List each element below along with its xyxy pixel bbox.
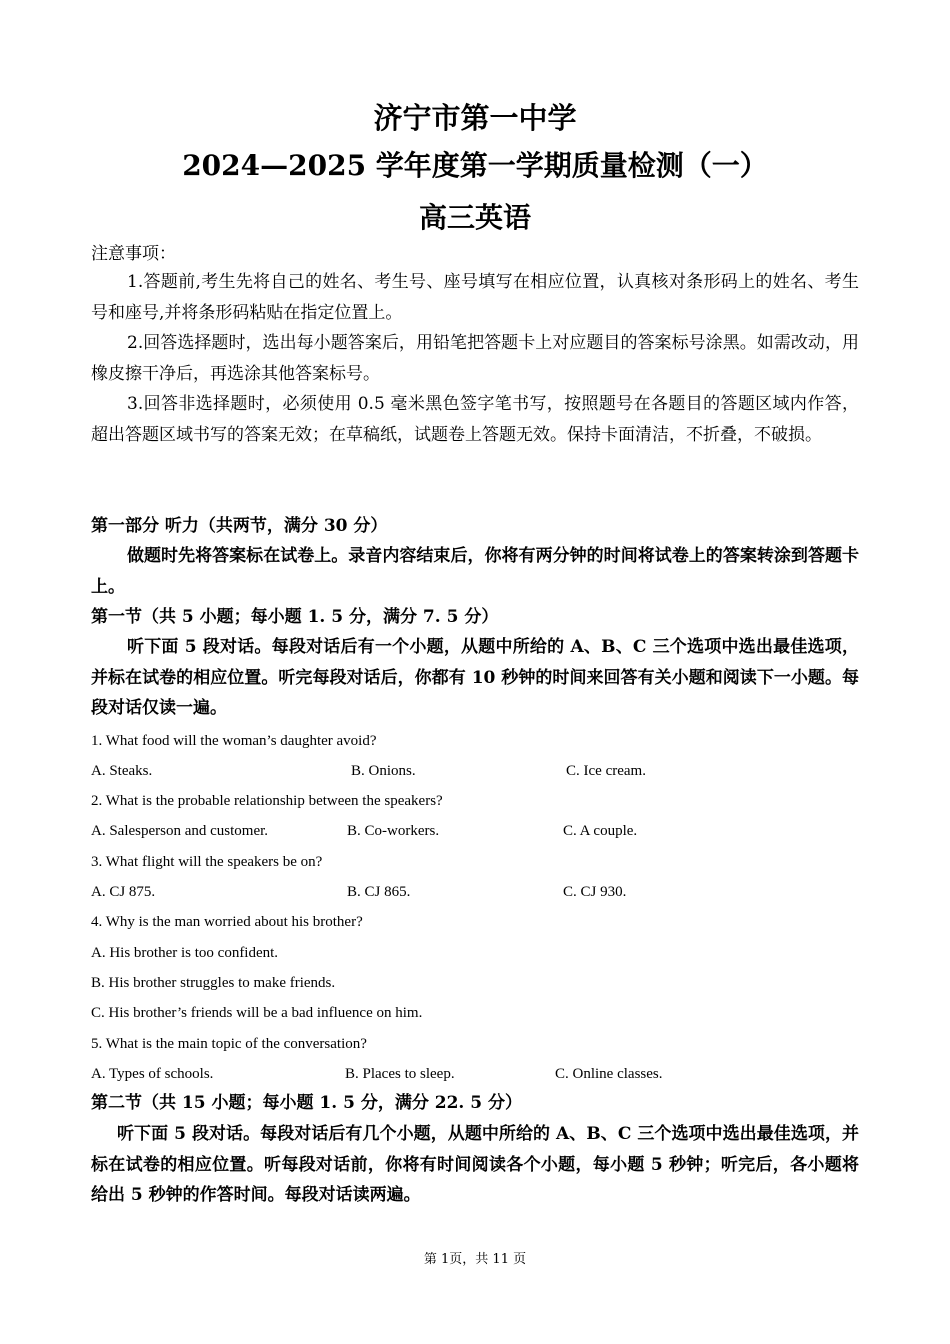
question-4-stem: 4. Why is the man worried about his brother? [91,914,363,930]
notice-item-1: 1.答题前,考生先将自己的姓名、考生号、座号填写在相应位置，认真核对条形码上的姓名、考生号和座号,并将条形码粘贴在指定位置上。 [91,272,859,323]
question-5-option-a: A. Types of schools. [91,1066,214,1082]
question-2-option-c: C. A couple. [563,823,638,839]
question-2-stem: 2. What is the probable relationship between the speakers? [91,793,443,809]
exam-title: 2024—2025 学年度第一学期质量检测（一） [182,149,768,182]
notice-title: 注意事项： [91,244,176,264]
question-2-option-a: A. Salesperson and customer. [91,823,269,839]
question-1-option-a: A. Steaks. [91,763,153,779]
question-5-stem: 5. What is the main topic of the conversation? [91,1036,367,1052]
subject-title: 高三英语 [418,201,531,234]
question-5-option-c: C. Online classes. [555,1066,663,1082]
question-1-stem: 1. What food will the woman’s daughter avoid? [91,733,377,749]
section2-instruction: 听下面 5 段对话。每段对话后有几个小题，从题中所给的 A、B、C 三个选项中选出最佳选项，并标在试卷的相应位置。听每段对话前，你将有时间阅读各个小题，每小题 5 秒钟；听完后，各小题将给出 5 秒钟的作答时间。每段对话读两遍。 [91,1124,859,1205]
section1-instruction: 听下面 5 段对话。每段对话后有一个小题，从题中所给的 A、B、C 三个选项中选出最佳选项，并标在试卷的相应位置。听完每段对话后，你都有 10 秒钟的时间来回答有关小题和阅读下一小题。每段对话仅读一遍。 [91,637,859,718]
question-4-option-b: B. His brother struggles to make friends. [91,975,336,991]
question-4-option-a: A. His brother is too confident. [91,945,279,961]
question-3-stem: 3. What flight will the speakers be on? [91,854,323,870]
question-4-option-c: C. His brother’s friends will be a bad influence on him. [91,1005,423,1021]
question-3-option-c: C. CJ 930. [563,884,627,900]
question-1-option-c: C. Ice cream. [566,763,646,779]
school-name: 济宁市第一中学 [373,101,577,135]
question-3-option-a: A. CJ 875. [91,884,156,900]
notice-item-2: 2.回答选择题时，选出每小题答案后，用铅笔把答题卡上对应题目的答案标号涂黑。如需改动，用橡皮擦干净后，再选涂其他答案标号。 [91,333,859,384]
question-2-option-b: B. Co-workers. [347,823,440,839]
page-number: 第 1页，共 11 页 [423,1252,527,1267]
section1-heading: 第一节（共 5 小题；每小题 1. 5 分，满分 7. 5 分） [91,607,499,627]
section2-heading: 第二节（共 15 小题；每小题 1. 5 分，满分 22. 5 分） [91,1093,522,1113]
question-5-option-b: B. Places to sleep. [345,1066,455,1082]
question-1-option-b: B. Onions. [351,763,416,779]
part1-instruction: 做题时先将答案标在试卷上。录音内容结束后，你将有两分钟的时间将试卷上的答案转涂到答题卡上。 [91,546,859,597]
part1-heading: 第一部分 听力（共两节，满分 30 分） [91,516,388,536]
question-3-option-b: B. CJ 865. [347,884,411,900]
notice-item-3: 3.回答非选择题时，必须使用 0.5 毫米黑色签字笔书写，按照题号在各题目的答题区域内作答，超出答题区域书写的答案无效；在草稿纸，试题卷上答题无效。保持卡面清洁，不折叠，不破损。 [91,394,859,445]
